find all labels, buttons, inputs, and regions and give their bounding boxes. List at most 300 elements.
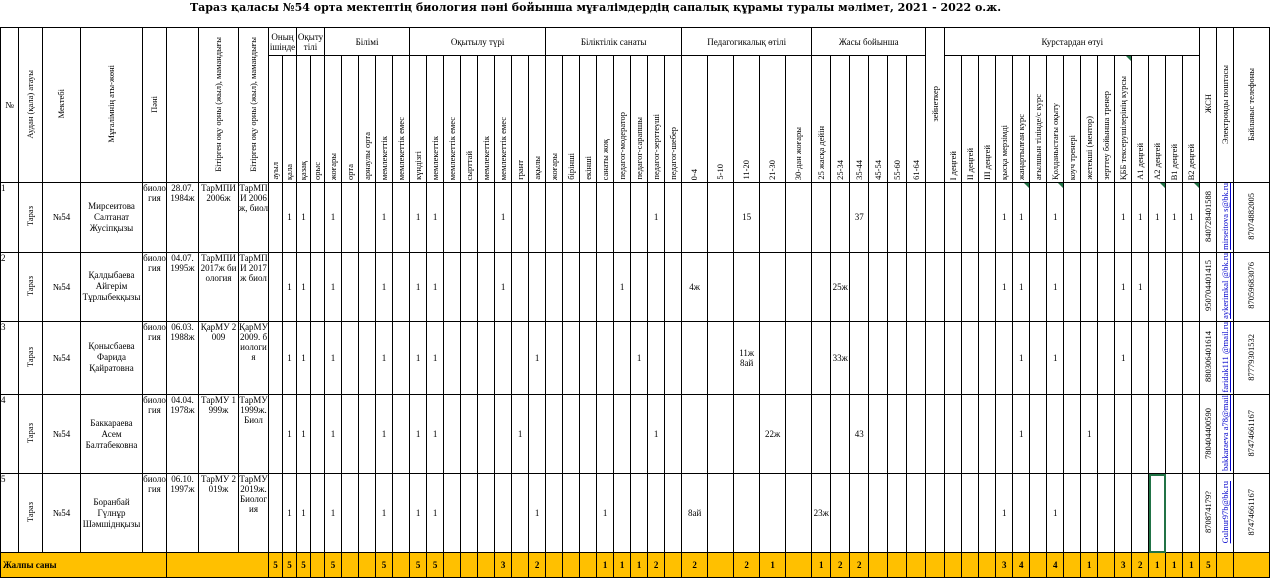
total-age-0[interactable]: 1 (812, 553, 831, 578)
total-age-1[interactable]: 2 (831, 553, 850, 578)
cell-study-3[interactable] (461, 252, 478, 321)
cell-qual-0[interactable] (546, 183, 563, 253)
subheader-exp-1[interactable] (708, 56, 734, 183)
total-course-5[interactable] (1030, 553, 1047, 578)
row-district[interactable] (19, 395, 43, 474)
total-course-4[interactable]: 4 (1013, 553, 1030, 578)
subheader-exp-2[interactable] (734, 56, 760, 183)
cell-exp-3[interactable] (760, 183, 786, 253)
total-location-0[interactable]: 5 (269, 553, 283, 578)
subheader-study-3[interactable] (461, 56, 478, 183)
cell-age-4[interactable] (888, 474, 907, 553)
total-qual-4[interactable]: 1 (614, 553, 631, 578)
cell-exp-1[interactable] (708, 252, 734, 321)
row-district[interactable] (19, 321, 43, 394)
cell-course-10[interactable] (1115, 395, 1132, 474)
total-course-0[interactable] (945, 553, 962, 578)
subheader-course-5[interactable] (1030, 56, 1047, 183)
row-grad1[interactable]: ТарМУ 1999ж (199, 395, 239, 474)
group-courses[interactable]: Курстардан өтуі (945, 28, 1200, 56)
row-subject[interactable]: биология (143, 474, 167, 553)
total-exp-2[interactable]: 2 (734, 553, 760, 578)
cell-education-4[interactable] (393, 252, 410, 321)
cell-location-0[interactable] (269, 183, 283, 253)
cell-age-0[interactable] (812, 321, 831, 394)
cell-qual-7[interactable] (665, 183, 682, 253)
row-district[interactable] (19, 183, 43, 253)
cell-study-6[interactable] (512, 252, 529, 321)
cell-course-10[interactable]: 1 (1115, 183, 1132, 253)
subheader-qual-5[interactable] (631, 56, 648, 183)
total-exp-4[interactable] (786, 553, 812, 578)
cell-exp-2[interactable]: 15 (734, 183, 760, 253)
cell-exp-2[interactable] (734, 474, 760, 553)
subheader-study-5[interactable] (495, 56, 512, 183)
cell-course-8[interactable] (1081, 252, 1098, 321)
cell-course-9[interactable] (1098, 395, 1115, 474)
cell-qual-2[interactable] (580, 395, 597, 474)
cell-location-0[interactable] (269, 474, 283, 553)
cell-age-0[interactable]: 23ж (812, 474, 831, 553)
totals-blank[interactable] (167, 553, 269, 578)
cell-qual-4[interactable] (614, 395, 631, 474)
total-phone[interactable] (1234, 553, 1270, 578)
subheader-study-0[interactable] (410, 56, 427, 183)
row-iin[interactable] (1200, 183, 1217, 253)
row-district[interactable] (19, 474, 43, 553)
row-birth[interactable]: 04.04. 1978ж (167, 395, 199, 474)
col-birth-header[interactable] (167, 28, 199, 183)
cell-course-4[interactable]: 1 (1013, 395, 1030, 474)
subheader-qual-0[interactable] (546, 56, 563, 183)
row-phone[interactable] (1234, 474, 1270, 553)
cell-exp-1[interactable] (708, 321, 734, 394)
cell-exp-0[interactable] (682, 321, 708, 394)
total-age-4[interactable] (888, 553, 907, 578)
total-education-4[interactable] (393, 553, 410, 578)
cell-education-0[interactable]: 1 (325, 395, 342, 474)
total-course-9[interactable] (1098, 553, 1115, 578)
cell-course-11[interactable] (1132, 474, 1149, 553)
cell-course-10[interactable] (1115, 474, 1132, 553)
subheader-loc-1[interactable] (283, 56, 297, 183)
cell-qual-3[interactable] (597, 321, 614, 394)
cell-education-2[interactable] (359, 252, 376, 321)
row-teacher-name[interactable]: Мирсеитова Салтанат Жусіпқызы (81, 183, 143, 253)
total-age-5[interactable] (907, 553, 926, 578)
cell-age-3[interactable] (869, 183, 888, 253)
cell-qual-6[interactable] (648, 474, 665, 553)
cell-course-6[interactable]: 1 (1047, 321, 1064, 394)
row-email[interactable] (1217, 474, 1234, 553)
cell-qual-7[interactable] (665, 321, 682, 394)
cell-education-0[interactable]: 1 (325, 183, 342, 253)
cell-course-0[interactable] (945, 474, 962, 553)
col-retired-header[interactable] (926, 28, 945, 183)
row-num[interactable]: 5 (1, 474, 19, 553)
total-exp-1[interactable] (708, 553, 734, 578)
col-teacher-header[interactable] (81, 28, 143, 183)
subheader-course-8[interactable] (1081, 56, 1098, 183)
subheader-age-3[interactable] (869, 56, 888, 183)
row-school[interactable]: №54 (43, 474, 81, 553)
cell-course-14[interactable] (1183, 474, 1200, 553)
cell-age-0[interactable] (812, 252, 831, 321)
cell-education-2[interactable] (359, 321, 376, 394)
cell-qual-6[interactable] (648, 321, 665, 394)
total-course-14[interactable]: 1 (1183, 553, 1200, 578)
cell-course-1[interactable] (962, 474, 979, 553)
cell-study-2[interactable] (444, 321, 461, 394)
row-iin[interactable] (1200, 252, 1217, 321)
subheader-edu-1[interactable] (342, 56, 359, 183)
cell-course-3[interactable]: 1 (996, 183, 1013, 253)
total-qual-5[interactable]: 1 (631, 553, 648, 578)
cell-study-6[interactable] (512, 321, 529, 394)
cell-course-12[interactable] (1149, 395, 1166, 474)
cell-course-3[interactable] (996, 321, 1013, 394)
group-experience[interactable]: Педагогикалық өтілі (682, 28, 812, 56)
cell-language-0[interactable]: 1 (297, 183, 311, 253)
cell-age-4[interactable] (888, 252, 907, 321)
cell-course-0[interactable] (945, 321, 962, 394)
cell-exp-4[interactable] (786, 321, 812, 394)
cell-age-3[interactable] (869, 252, 888, 321)
total-course-12[interactable]: 1 (1149, 553, 1166, 578)
subheader-course-6[interactable] (1047, 56, 1064, 183)
cell-qual-7[interactable] (665, 252, 682, 321)
row-teacher-name[interactable]: Боранбай Гүлнұр Шәмшіднқызы (81, 474, 143, 553)
cell-language-0[interactable]: 1 (297, 395, 311, 474)
subheader-course-4[interactable] (1013, 56, 1030, 183)
cell-age-5[interactable] (907, 395, 926, 474)
total-study-5[interactable]: 3 (495, 553, 512, 578)
cell-exp-4[interactable] (786, 474, 812, 553)
cell-course-1[interactable] (962, 252, 979, 321)
subheader-lang-1[interactable] (311, 56, 325, 183)
cell-qual-0[interactable] (546, 252, 563, 321)
cell-exp-4[interactable] (786, 395, 812, 474)
cell-study-4[interactable] (478, 183, 495, 253)
total-study-1[interactable]: 5 (427, 553, 444, 578)
cell-study-1[interactable]: 1 (427, 183, 444, 253)
cell-study-1[interactable]: 1 (427, 252, 444, 321)
row-grad1[interactable]: ТарМПИ 2006ж (199, 183, 239, 253)
cell-language-0[interactable]: 1 (297, 321, 311, 394)
cell-location-1[interactable]: 1 (283, 474, 297, 553)
cell-education-4[interactable] (393, 474, 410, 553)
cell-education-2[interactable] (359, 183, 376, 253)
cell-qual-0[interactable] (546, 474, 563, 553)
cell-qual-4[interactable] (614, 474, 631, 553)
row-phone[interactable] (1234, 321, 1270, 394)
cell-qual-2[interactable] (580, 252, 597, 321)
cell-course-11[interactable] (1132, 395, 1149, 474)
cell-location-0[interactable] (269, 252, 283, 321)
row-email[interactable] (1217, 183, 1234, 253)
cell-study-6[interactable] (512, 183, 529, 253)
cell-language-1[interactable] (311, 252, 325, 321)
cell-language-0[interactable]: 1 (297, 474, 311, 553)
total-qual-1[interactable] (563, 553, 580, 578)
row-num[interactable]: 4 (1, 395, 19, 474)
cell-course-13[interactable] (1166, 474, 1183, 553)
subheader-study-6[interactable] (512, 56, 529, 183)
cell-qual-5[interactable]: 1 (631, 321, 648, 394)
cell-exp-3[interactable]: 22ж (760, 395, 786, 474)
cell-course-6[interactable]: 1 (1047, 252, 1064, 321)
cell-course-1[interactable] (962, 395, 979, 474)
total-exp-3[interactable]: 1 (760, 553, 786, 578)
cell-qual-1[interactable] (563, 395, 580, 474)
cell-study-1[interactable]: 1 (427, 474, 444, 553)
col-school-header[interactable] (43, 28, 81, 183)
cell-course-13[interactable]: 1 (1166, 183, 1183, 253)
cell-study-2[interactable] (444, 474, 461, 553)
row-grad2[interactable]: ҚарМУ 2009. биология (239, 321, 269, 394)
subheader-course-13[interactable] (1166, 56, 1183, 183)
total-course-2[interactable] (979, 553, 996, 578)
cell-education-0[interactable]: 1 (325, 474, 342, 553)
cell-qual-3[interactable] (597, 252, 614, 321)
subheader-study-1[interactable] (427, 56, 444, 183)
cell-language-1[interactable] (311, 474, 325, 553)
cell-course-0[interactable] (945, 395, 962, 474)
row-birth[interactable]: 06.10. 1997ж (167, 474, 199, 553)
row-num[interactable]: 1 (1, 183, 19, 253)
subheader-qual-2[interactable] (580, 56, 597, 183)
row-iin[interactable] (1200, 395, 1217, 474)
cell-course-11[interactable]: 1 (1132, 252, 1149, 321)
row-teacher-name[interactable]: Баккараева Асем Балтабековна (81, 395, 143, 474)
cell-course-4[interactable] (1013, 474, 1030, 553)
cell-qual-5[interactable] (631, 395, 648, 474)
subheader-qual-1[interactable] (563, 56, 580, 183)
row-phone[interactable] (1234, 183, 1270, 253)
total-study-2[interactable] (444, 553, 461, 578)
cell-study-2[interactable] (444, 252, 461, 321)
cell-course-5[interactable] (1030, 252, 1047, 321)
total-language-1[interactable] (311, 553, 325, 578)
row-teacher-name[interactable]: Қонысбаева Фарида Қайратовна (81, 321, 143, 394)
subheader-edu-3[interactable] (376, 56, 393, 183)
col-email-header[interactable] (1217, 28, 1234, 183)
cell-course-7[interactable] (1064, 252, 1081, 321)
subheader-study-2[interactable] (444, 56, 461, 183)
cell-age-1[interactable]: 33ж (831, 321, 850, 394)
cell-study-5[interactable] (495, 321, 512, 394)
total-course-7[interactable] (1064, 553, 1081, 578)
cell-education-1[interactable] (342, 183, 359, 253)
cell-course-12[interactable] (1149, 321, 1166, 394)
cell-exp-0[interactable]: 8ай (682, 474, 708, 553)
cell-course-13[interactable] (1166, 252, 1183, 321)
cell-study-7[interactable] (529, 252, 546, 321)
cell-study-7[interactable] (529, 395, 546, 474)
row-phone[interactable] (1234, 252, 1270, 321)
cell-course-9[interactable] (1098, 474, 1115, 553)
cell-study-0[interactable]: 1 (410, 395, 427, 474)
cell-language-1[interactable] (311, 183, 325, 253)
total-education-3[interactable]: 5 (376, 553, 393, 578)
cell-age-5[interactable] (907, 252, 926, 321)
cell-course-14[interactable] (1183, 252, 1200, 321)
cell-study-5[interactable]: 1 (495, 183, 512, 253)
total-age-3[interactable] (869, 553, 888, 578)
cell-age-2[interactable] (850, 321, 869, 394)
cell-exp-1[interactable] (708, 474, 734, 553)
cell-qual-6[interactable] (648, 252, 665, 321)
subheader-course-2[interactable] (979, 56, 996, 183)
group-location[interactable]: Оның ішінде (269, 28, 297, 56)
cell-language-1[interactable] (311, 395, 325, 474)
cell-education-3[interactable]: 1 (376, 321, 393, 394)
cell-course-3[interactable]: 1 (996, 474, 1013, 553)
subheader-loc-0[interactable] (269, 56, 283, 183)
cell-exp-0[interactable]: 4ж (682, 252, 708, 321)
row-school[interactable]: №54 (43, 252, 81, 321)
cell-exp-3[interactable] (760, 252, 786, 321)
cell-study-4[interactable] (478, 252, 495, 321)
cell-qual-7[interactable] (665, 395, 682, 474)
row-school[interactable]: №54 (43, 395, 81, 474)
subheader-edu-0[interactable] (325, 56, 342, 183)
total-course-3[interactable]: 3 (996, 553, 1013, 578)
total-course-13[interactable]: 1 (1166, 553, 1183, 578)
cell-study-7[interactable]: 1 (529, 474, 546, 553)
cell-study-5[interactable] (495, 395, 512, 474)
subheader-age-1[interactable] (831, 56, 850, 183)
cell-course-0[interactable] (945, 183, 962, 253)
total-study-6[interactable] (512, 553, 529, 578)
cell-retired[interactable] (926, 252, 945, 321)
cell-age-4[interactable] (888, 321, 907, 394)
cell-study-2[interactable] (444, 183, 461, 253)
total-retired[interactable] (926, 553, 945, 578)
subheader-qual-6[interactable] (648, 56, 665, 183)
cell-age-1[interactable] (831, 395, 850, 474)
cell-course-10[interactable]: 1 (1115, 321, 1132, 394)
cell-education-0[interactable]: 1 (325, 321, 342, 394)
cell-location-1[interactable]: 1 (283, 183, 297, 253)
cell-age-5[interactable] (907, 321, 926, 394)
row-iin[interactable] (1200, 474, 1217, 553)
cell-retired[interactable] (926, 321, 945, 394)
cell-course-2[interactable] (979, 252, 996, 321)
cell-qual-2[interactable] (580, 321, 597, 394)
cell-education-3[interactable]: 1 (376, 474, 393, 553)
total-study-0[interactable]: 5 (410, 553, 427, 578)
cell-study-5[interactable] (495, 474, 512, 553)
cell-exp-1[interactable] (708, 395, 734, 474)
cell-education-3[interactable]: 1 (376, 395, 393, 474)
cell-course-4[interactable]: 1 (1013, 252, 1030, 321)
total-exp-0[interactable]: 2 (682, 553, 708, 578)
total-study-4[interactable] (478, 553, 495, 578)
subheader-edu-2[interactable] (359, 56, 376, 183)
cell-qual-2[interactable] (580, 474, 597, 553)
row-num[interactable]: 3 (1, 321, 19, 394)
row-grad1[interactable]: ТарМПИ 2017ж биология (199, 252, 239, 321)
row-grad2[interactable]: ТарМУ 1999ж. Биол (239, 395, 269, 474)
row-grad2[interactable]: ТарМПИ 2017ж биол (239, 252, 269, 321)
cell-exp-3[interactable] (760, 474, 786, 553)
subheader-course-10[interactable] (1115, 56, 1132, 183)
cell-study-1[interactable]: 1 (427, 395, 444, 474)
row-birth[interactable]: 28.07. 1984ж (167, 183, 199, 253)
cell-age-4[interactable] (888, 395, 907, 474)
cell-exp-0[interactable] (682, 395, 708, 474)
cell-education-1[interactable] (342, 321, 359, 394)
cell-study-5[interactable]: 1 (495, 252, 512, 321)
cell-course-5[interactable] (1030, 321, 1047, 394)
cell-study-6[interactable] (512, 474, 529, 553)
row-subject[interactable]: биология (143, 395, 167, 474)
cell-age-3[interactable] (869, 395, 888, 474)
row-grad2[interactable]: ТарМУ 2019ж. Биология (239, 474, 269, 553)
col-phone-header[interactable] (1234, 28, 1270, 183)
cell-course-7[interactable] (1064, 395, 1081, 474)
cell-course-9[interactable] (1098, 252, 1115, 321)
cell-age-0[interactable] (812, 183, 831, 253)
cell-course-1[interactable] (962, 321, 979, 394)
subheader-course-1[interactable] (962, 56, 979, 183)
cell-course-14[interactable] (1183, 395, 1200, 474)
cell-exp-2[interactable] (734, 395, 760, 474)
subheader-study-7[interactable] (529, 56, 546, 183)
cell-course-6[interactable]: 1 (1047, 183, 1064, 253)
cell-course-13[interactable] (1166, 321, 1183, 394)
total-course-10[interactable]: 3 (1115, 553, 1132, 578)
cell-qual-6[interactable]: 1 (648, 183, 665, 253)
cell-study-4[interactable] (478, 474, 495, 553)
col-subject-header[interactable] (143, 28, 167, 183)
total-education-2[interactable] (359, 553, 376, 578)
cell-course-4[interactable]: 1 (1013, 183, 1030, 253)
total-qual-6[interactable]: 2 (648, 553, 665, 578)
group-qualification[interactable]: Біліктілік санаты (546, 28, 682, 56)
group-education[interactable]: Білімі (325, 28, 410, 56)
subheader-course-3[interactable] (996, 56, 1013, 183)
row-email[interactable] (1217, 252, 1234, 321)
cell-retired[interactable] (926, 395, 945, 474)
cell-exp-2[interactable] (734, 252, 760, 321)
cell-course-11[interactable] (1132, 321, 1149, 394)
cell-course-12[interactable]: 1 (1149, 183, 1166, 253)
cell-course-2[interactable] (979, 474, 996, 553)
cell-qual-5[interactable] (631, 474, 648, 553)
cell-course-14[interactable]: 1 (1183, 183, 1200, 253)
cell-exp-0[interactable] (682, 183, 708, 253)
cell-education-1[interactable] (342, 252, 359, 321)
cell-age-1[interactable] (831, 183, 850, 253)
cell-age-1[interactable]: 25ж (831, 252, 850, 321)
total-course-8[interactable]: 1 (1081, 553, 1098, 578)
cell-study-2[interactable] (444, 395, 461, 474)
cell-qual-1[interactable] (563, 474, 580, 553)
cell-qual-1[interactable] (563, 321, 580, 394)
cell-education-4[interactable] (393, 183, 410, 253)
cell-location-0[interactable] (269, 395, 283, 474)
subheader-age-2[interactable] (850, 56, 869, 183)
cell-language-0[interactable]: 1 (297, 252, 311, 321)
cell-course-12[interactable] (1149, 252, 1166, 321)
col-num-header[interactable]: № (1, 28, 19, 183)
cell-course-7[interactable] (1064, 183, 1081, 253)
cell-qual-4[interactable] (614, 183, 631, 253)
cell-age-2[interactable] (850, 252, 869, 321)
row-subject[interactable]: биология (143, 183, 167, 253)
